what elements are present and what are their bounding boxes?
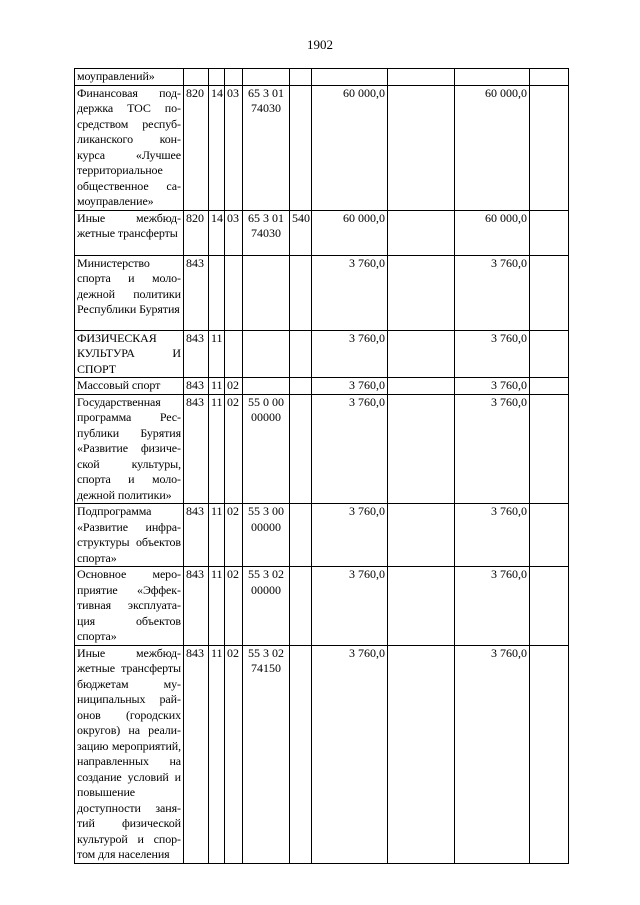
section-code-cell	[209, 255, 225, 330]
subsection-code-cell	[225, 69, 243, 86]
amount-cell-3: 3 760,0	[455, 567, 530, 646]
item-name-cell: Массовый спорт	[75, 378, 184, 395]
section-code-cell: 14	[209, 85, 225, 210]
amount-cell-4	[530, 567, 569, 646]
amount-cell-2	[388, 69, 455, 86]
amount-cell-1: 3 760,0	[312, 330, 388, 378]
amount-cell-3: 3 760,0	[455, 645, 530, 863]
amount-cell-3: 60 000,0	[455, 85, 530, 210]
admin-code-cell: 843	[184, 255, 209, 330]
subsection-code-cell: 02	[225, 504, 243, 567]
amount-cell-2	[388, 567, 455, 646]
amount-cell-4	[530, 85, 569, 210]
target-article-cell: 65 3 01 74030	[243, 85, 290, 210]
subsection-code-cell: 02	[225, 378, 243, 395]
target-article-cell	[243, 330, 290, 378]
section-code-cell: 11	[209, 504, 225, 567]
section-code-cell	[209, 69, 225, 86]
expense-type-cell	[290, 567, 312, 646]
amount-cell-4	[530, 210, 569, 255]
table-row	[75, 378, 569, 395]
budget-table	[74, 68, 569, 864]
amount-cell-2	[388, 504, 455, 567]
target-article-cell: 55 3 02 74150	[243, 645, 290, 863]
admin-code-cell: 843	[184, 504, 209, 567]
section-code-cell: 11	[209, 394, 225, 504]
amount-cell-1: 60 000,0	[312, 210, 388, 255]
table-row	[75, 69, 569, 86]
expense-type-cell	[290, 645, 312, 863]
amount-cell-1: 3 760,0	[312, 504, 388, 567]
admin-code-cell: 843	[184, 645, 209, 863]
admin-code-cell: 820	[184, 210, 209, 255]
amount-cell-2	[388, 85, 455, 210]
expense-type-cell	[290, 255, 312, 330]
amount-cell-3: 3 760,0	[455, 255, 530, 330]
item-name-cell: Основное мероприятие «Эффективная эксплуатация объектов спорта»	[75, 567, 184, 646]
admin-code-cell	[184, 69, 209, 86]
amount-cell-1: 3 760,0	[312, 567, 388, 646]
amount-cell-1: 60 000,0	[312, 85, 388, 210]
section-code-cell: 11	[209, 645, 225, 863]
admin-code-cell: 843	[184, 378, 209, 395]
section-code-cell: 11	[209, 330, 225, 378]
amount-cell-4	[530, 255, 569, 330]
amount-cell-4	[530, 69, 569, 86]
amount-cell-4	[530, 378, 569, 395]
amount-cell-3: 3 760,0	[455, 394, 530, 504]
amount-cell-3: 60 000,0	[455, 210, 530, 255]
target-article-cell: 55 3 02 00000	[243, 567, 290, 646]
table-row	[75, 210, 569, 255]
table-row	[75, 504, 569, 567]
amount-cell-4	[530, 394, 569, 504]
amount-cell-4	[530, 645, 569, 863]
admin-code-cell: 843	[184, 330, 209, 378]
subsection-code-cell: 03	[225, 85, 243, 210]
admin-code-cell: 843	[184, 394, 209, 504]
subsection-code-cell	[225, 255, 243, 330]
table-row	[75, 85, 569, 210]
item-name-cell: Подпрограмма «Развитие инфраструктуры объектов спорта»	[75, 504, 184, 567]
amount-cell-2	[388, 645, 455, 863]
amount-cell-1: 3 760,0	[312, 255, 388, 330]
subsection-code-cell: 03	[225, 210, 243, 255]
amount-cell-2	[388, 394, 455, 504]
amount-cell-2	[388, 378, 455, 395]
page-number: 1902	[307, 37, 333, 52]
section-code-cell: 11	[209, 567, 225, 646]
subsection-code-cell: 02	[225, 645, 243, 863]
amount-cell-3: 3 760,0	[455, 378, 530, 395]
subsection-code-cell	[225, 330, 243, 378]
item-name-cell: ФИЗИЧЕСКАЯ КУЛЬТУРА И СПОРТ	[75, 330, 184, 378]
amount-cell-4	[530, 504, 569, 567]
amount-cell-2	[388, 330, 455, 378]
admin-code-cell: 820	[184, 85, 209, 210]
expense-type-cell	[290, 85, 312, 210]
amount-cell-4	[530, 330, 569, 378]
amount-cell-1	[312, 69, 388, 86]
target-article-cell	[243, 69, 290, 86]
amount-cell-1: 3 760,0	[312, 645, 388, 863]
amount-cell-3	[455, 69, 530, 86]
expense-type-cell	[290, 394, 312, 504]
item-name-cell: Иные межбюджетные трансферты	[75, 210, 184, 255]
table-row	[75, 330, 569, 378]
amount-cell-3: 3 760,0	[455, 330, 530, 378]
section-code-cell: 14	[209, 210, 225, 255]
target-article-cell: 55 3 00 00000	[243, 504, 290, 567]
amount-cell-1: 3 760,0	[312, 394, 388, 504]
admin-code-cell: 843	[184, 567, 209, 646]
amount-cell-3: 3 760,0	[455, 504, 530, 567]
target-article-cell	[243, 255, 290, 330]
target-article-cell: 65 3 01 74030	[243, 210, 290, 255]
item-name-cell: Государственная программа Республики Бурятия «Развитие физической культуры, спорта и молодежной политики»	[75, 394, 184, 504]
section-code-cell: 11	[209, 378, 225, 395]
amount-cell-2	[388, 210, 455, 255]
expense-type-cell	[290, 378, 312, 395]
subsection-code-cell: 02	[225, 394, 243, 504]
amount-cell-2	[388, 255, 455, 330]
target-article-cell: 55 0 00 00000	[243, 394, 290, 504]
expense-type-cell	[290, 69, 312, 86]
item-name-cell: Финансовая поддержка ТОС посредством республиканского конкурса «Лучшее территориальное общественное самоуправление»	[75, 85, 184, 210]
amount-cell-1: 3 760,0	[312, 378, 388, 395]
expense-type-cell: 540	[290, 210, 312, 255]
item-name-cell: Министерство спорта и молодежной политики Республики Бурятия	[75, 255, 184, 330]
subsection-code-cell: 02	[225, 567, 243, 646]
table-row	[75, 255, 569, 330]
table-row	[75, 567, 569, 646]
expense-type-cell	[290, 504, 312, 567]
table-row	[75, 394, 569, 504]
item-name-cell: моуправлений»	[75, 69, 184, 86]
target-article-cell	[243, 378, 290, 395]
item-name-cell: Иные межбюджетные трансферты бюджетам муниципальных районов (городских округов) на реализацию мероприятий, направленных на создание условий и повышение доступности занятий физической культурой и спортом для населения	[75, 645, 184, 863]
expense-type-cell	[290, 330, 312, 378]
table-row	[75, 645, 569, 863]
